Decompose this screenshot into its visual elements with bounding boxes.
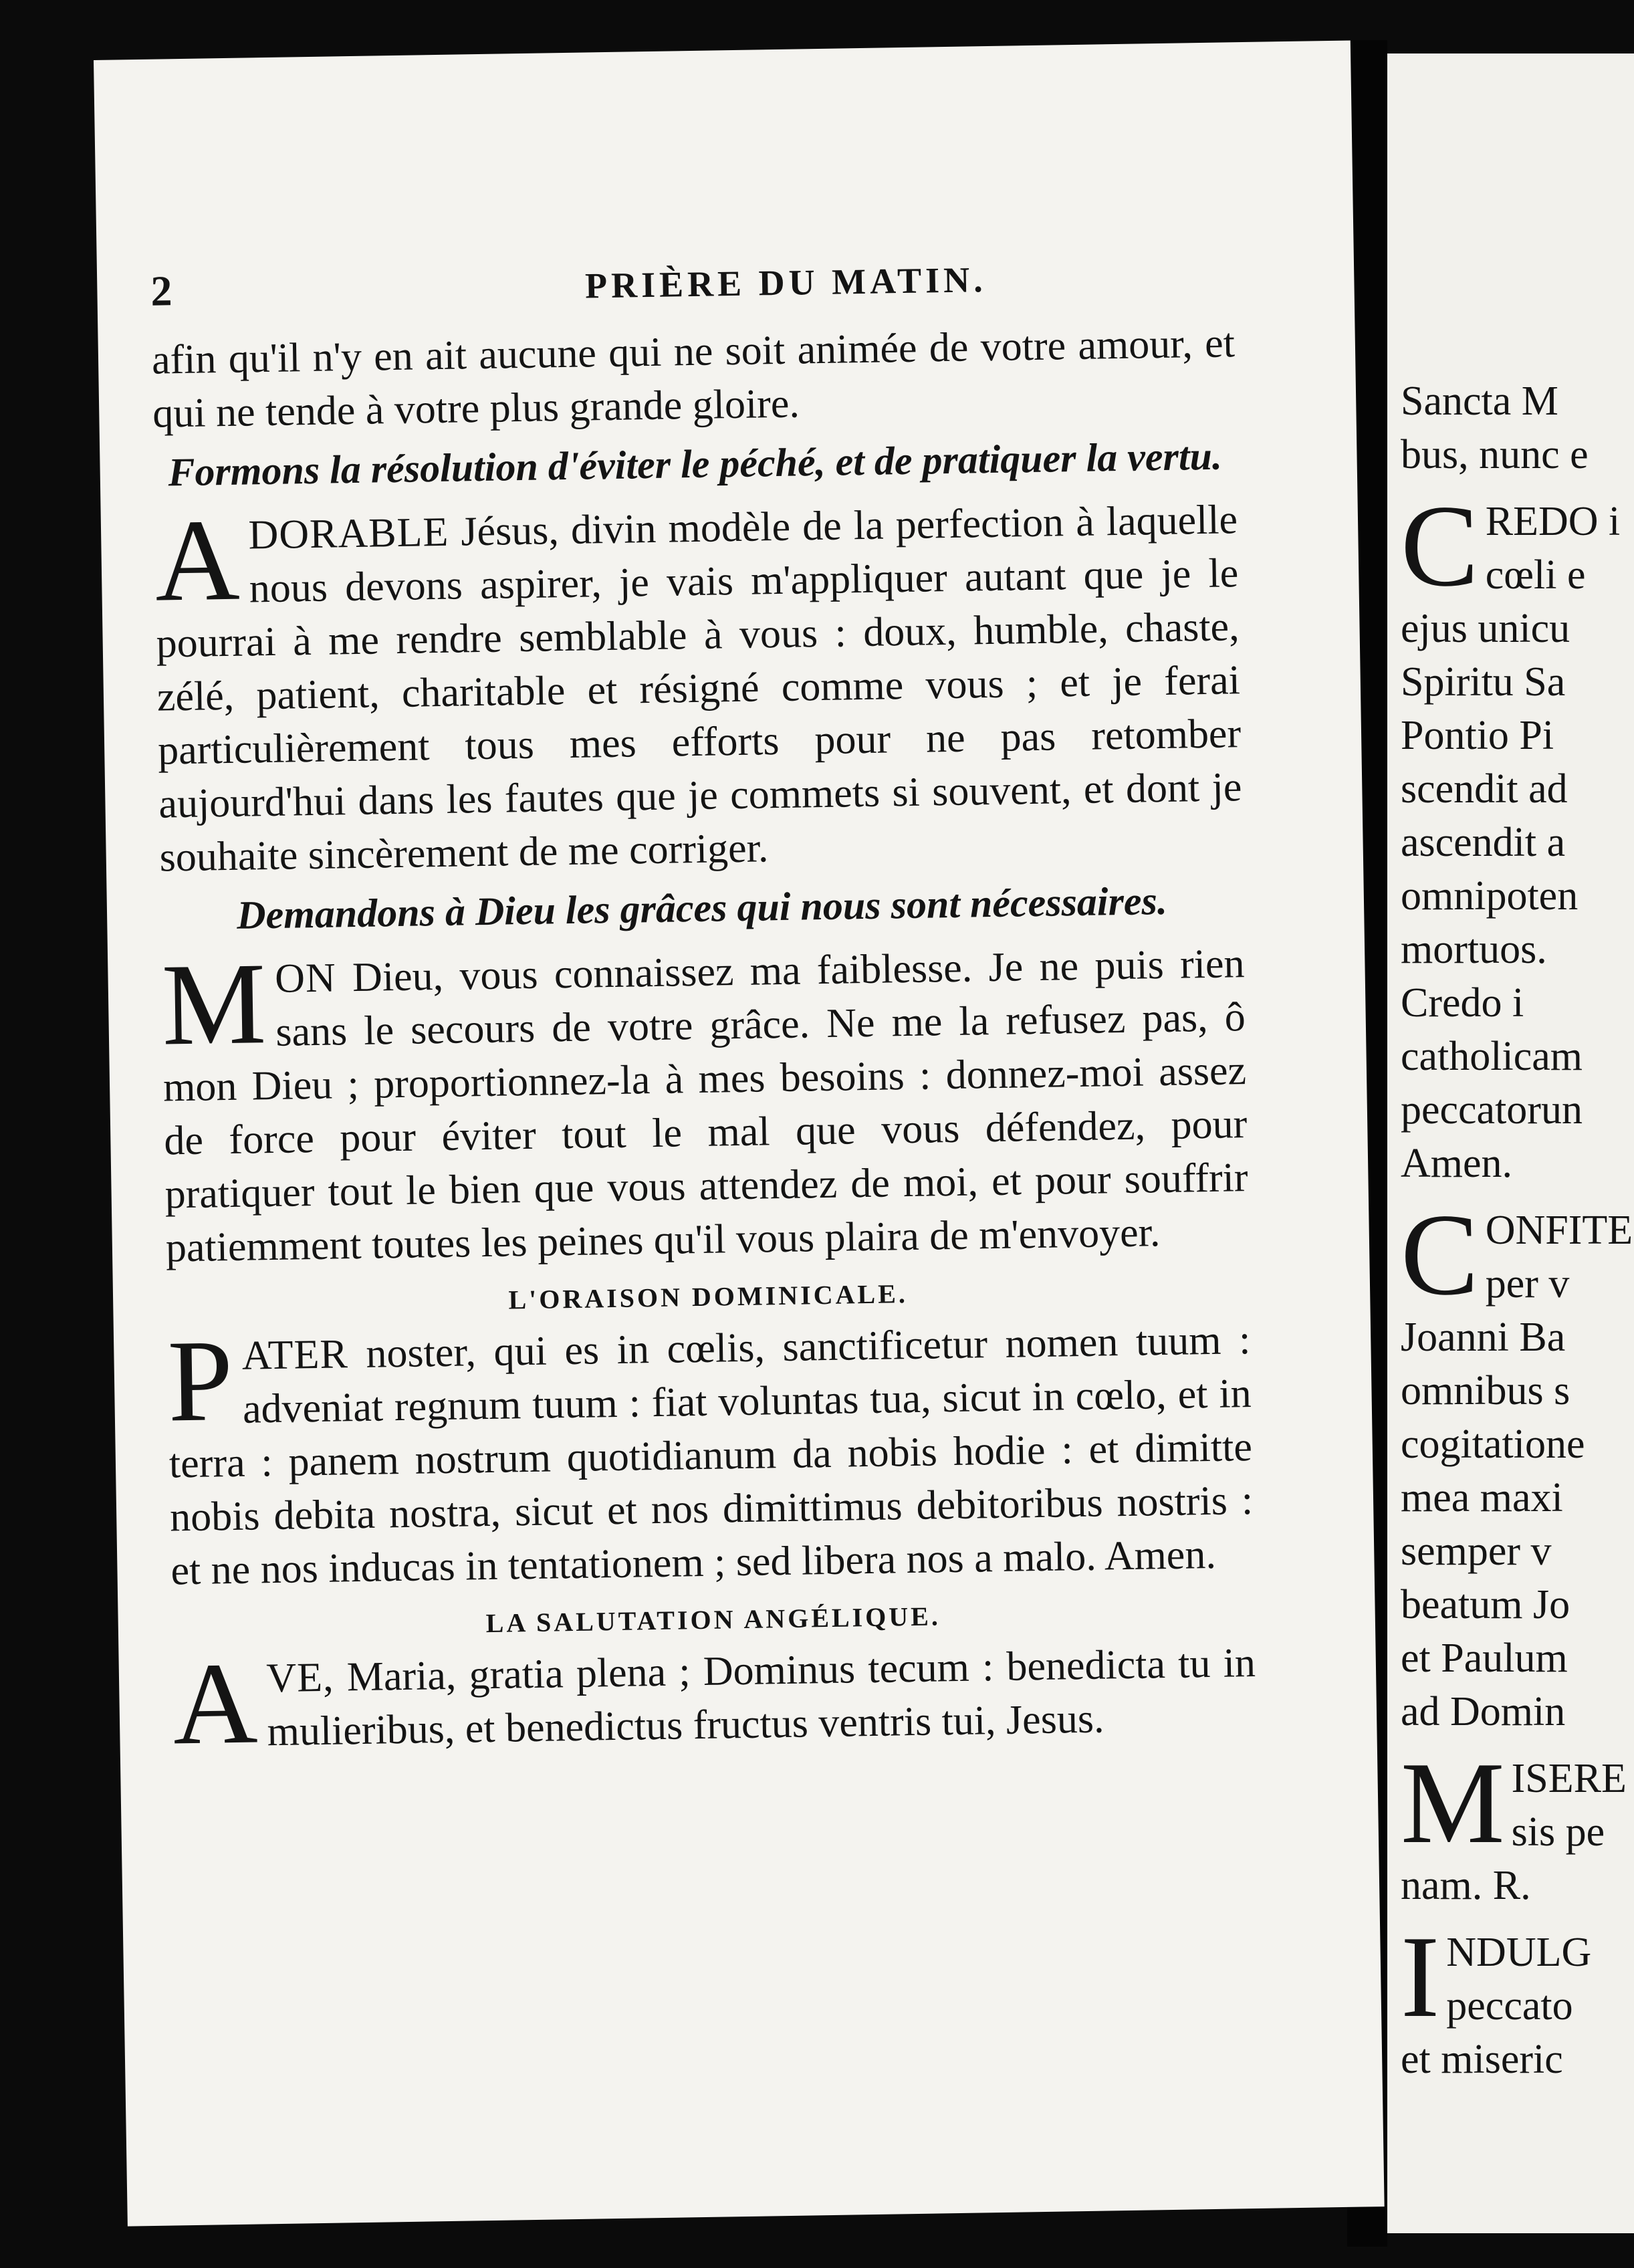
confiteor-block — [1401, 1204, 1634, 1738]
dropcap: M — [1401, 1752, 1505, 1867]
facing-line: ejus unicu — [1401, 606, 1570, 651]
facing-line: scendit ad — [1401, 766, 1568, 812]
facing-page-text — [1401, 374, 1634, 2086]
dropcap: C — [1401, 1204, 1479, 1319]
facing-line: cogitatione — [1401, 1422, 1585, 1467]
dropcap: A — [172, 1637, 259, 1769]
facing-line: Credo i — [1401, 980, 1524, 1026]
rubric-graces: Demandons à Dieu les grâces qui nous sont nécessaires. — [236, 878, 1168, 937]
facing-line: REDO i — [1485, 499, 1621, 544]
prayer-adorable — [154, 493, 1244, 884]
misereatur-block — [1401, 1752, 1634, 1912]
facing-line: sis pe — [1511, 1809, 1605, 1855]
facing-line: ONFITE — [1485, 1208, 1633, 1253]
facing-line: Spiritu Sa — [1401, 659, 1566, 705]
facing-line: peccato — [1446, 1983, 1573, 2029]
opening-paragraph: afin qu'il n'y en ait aucune qui ne soit animée de votre amour, et qui ne tende à votre plus grande gloire. — [151, 320, 1236, 437]
facing-line: Sancta M — [1401, 378, 1558, 424]
credo-block — [1401, 495, 1634, 1190]
facing-line: ISERE — [1511, 1756, 1627, 1801]
paragraph-text: noster, qui es in cœlis, sanctificetur nomen tuum : adveniat regnum tuum : fiat voluntas tua, sicut in cœlo, et in terra : panem nostrum quotidianum da nobis hodie : et dimitte nobis debita nostra, sicut et nos dimittimus debitoribus nostris : et ne nos inducas in tentationem ; sed libera nos a malo. — [168, 1317, 1254, 1594]
facing-line: NDULG — [1446, 1930, 1592, 1975]
dropcap: A — [154, 494, 241, 626]
facing-line: mortuos. — [1401, 927, 1547, 972]
facing-line: et Paulum — [1401, 1635, 1568, 1681]
facing-line: peccatorun — [1401, 1087, 1583, 1133]
lead-word: ATER — [241, 1331, 349, 1379]
facing-line: cœli e — [1485, 552, 1586, 598]
paragraph-text: Maria, gratia plena ; Dominus tecum : benedicta tu in mulieribus, et benedictus fructus ventris tui, Jesus. — [267, 1640, 1256, 1755]
facing-line: catholicam — [1401, 1034, 1583, 1079]
dropcap: M — [160, 938, 267, 1070]
heading-oraison-dominicale: L'ORAISON DOMINICALE. — [508, 1278, 909, 1315]
facing-line: beatum Jo — [1401, 1582, 1570, 1627]
lead-word: ON — [274, 955, 337, 1002]
paragraph-text: Dieu, vous connaissez ma faiblesse. Je ne puis rien sans le secours de votre grâce. Ne me la refusez pas, ô mon Dieu ; proportionnez-la à mes besoins : donnez-moi assez de force pour éviter tout le mal que vous défendez, pour pratiquer tout le bien que vous attendez de moi, et pour souffrir patiemment toutes les peines qu'il vous plaira de m'envoyer. — [162, 941, 1248, 1271]
prayer-ave-maria — [172, 1636, 1256, 1769]
heading-salutation-angelique: LA SALUTATION ANGÉLIQUE. — [485, 1601, 941, 1639]
facing-line: Amen. — [1401, 1141, 1513, 1186]
page-body — [151, 316, 1256, 1769]
facing-line: omnibus s — [1401, 1368, 1570, 1413]
facing-line: Joanni Ba — [1401, 1315, 1566, 1360]
rubric-resolution: Formons la résolution d'éviter le péché, et de pratiquer la vertu. — [167, 433, 1223, 495]
facing-line: omnipoten — [1401, 873, 1579, 919]
dropcap: P — [166, 1315, 234, 1446]
page-number: 2 — [150, 267, 172, 315]
indulgentiam-block — [1401, 1926, 1634, 2086]
paragraph-text: Jésus, divin modèle de la perfection à laquelle nous devons aspirer, je vais m'appliquer autant que je le pourrai à me rendre semblable à vous : doux, humble, chaste, zélé, patient, charitable et résigné comme vous ; et je ferai particulièrement tous mes efforts pour ne pas retomber aujourd'hui dans les fautes que je commets si souvent, et dont je souhaite sincèrement de me corriger. — [156, 497, 1242, 881]
facing-line: Pontio Pi — [1401, 713, 1554, 758]
dropcap: I — [1401, 1926, 1440, 2041]
facing-page — [1387, 53, 1634, 2233]
left-page — [94, 40, 1385, 2226]
facing-line: bus, nunc e — [1401, 432, 1589, 477]
lead-word: VE, — [265, 1654, 335, 1702]
facing-line: semper v — [1401, 1528, 1552, 1574]
prayer-mon-dieu — [161, 937, 1249, 1274]
dropcap: C — [1401, 495, 1479, 610]
facing-line: ascendit a — [1401, 820, 1566, 865]
facing-line: nam. R. — [1401, 1863, 1531, 1908]
facing-line: et miseric — [1401, 2037, 1563, 2082]
facing-line: ad Domin — [1401, 1689, 1566, 1734]
facing-line: per v — [1485, 1261, 1570, 1307]
lead-word: DORABLE — [248, 509, 449, 558]
running-title: PRIÈRE DU MATIN. — [584, 259, 987, 306]
amen: Amen. — [1104, 1531, 1217, 1579]
facing-line: mea maxi — [1401, 1475, 1563, 1520]
prayer-pater-noster — [167, 1313, 1254, 1597]
